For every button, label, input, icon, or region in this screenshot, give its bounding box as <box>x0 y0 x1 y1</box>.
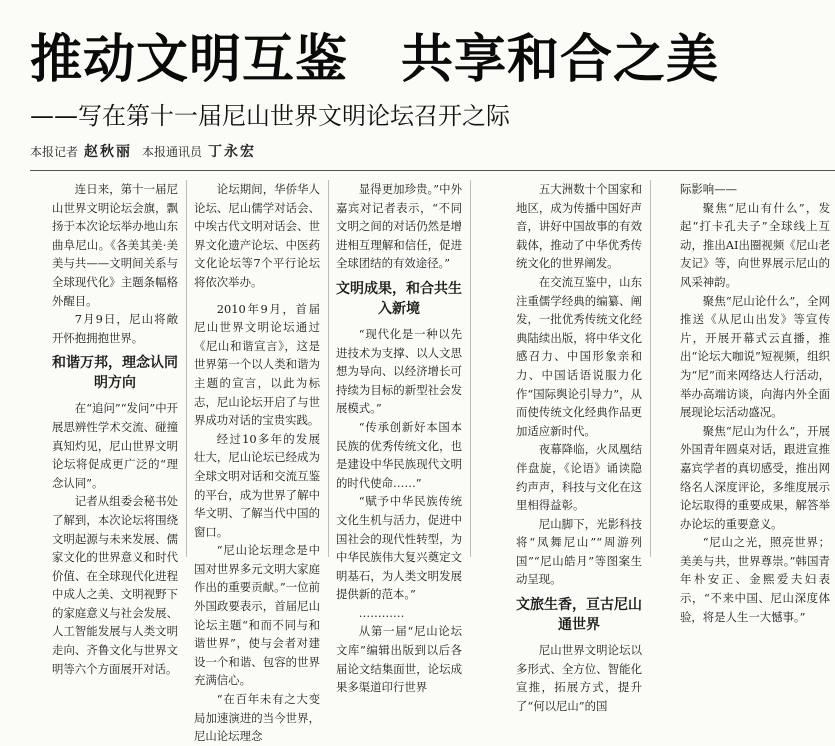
headline: 推动文明互鉴 共享和合之美 <box>30 30 720 90</box>
column-3 <box>336 180 462 695</box>
paragraph: 连日来，第十一届尼山世界文明论坛会旗，飘扬于本次论坛举办地山东曲阜尼山。《各美其美·美美与共——文明间关系与全球现代化》主题条幅格外醒目。 <box>52 182 178 308</box>
section-heading: 文旅生香，亘古尼山通世界 <box>516 597 642 634</box>
paragraph: “现代化是一种以先进技术为支撑、以人文思想为导向、以经济增长可持续为目标的新型社会发展模式。” <box>336 326 462 416</box>
paragraph: 在“追问”“发问”中开展思辨性学术交流、碰撞真知灼见，尼山世界文明论坛将促成更广泛的“理念认同”。 <box>52 401 178 490</box>
paragraph: 从第一届“尼山论坛文库”编辑出版到以后各届论文结集面世，论坛成果多渠道印行世界 <box>336 624 462 695</box>
paragraph: 在交流互鉴中，山东注重儒学经典的编纂、阐发，一批优秀传统文化经典陆续出版，将中华文化感召力、中国形象亲和力、中国话语说服力化作“国际舆论引导力”，从而使传统文化经典作品更加适应新时代。 <box>516 274 642 438</box>
column-4 <box>516 180 642 713</box>
byline <box>30 143 266 161</box>
column-separator <box>328 180 329 557</box>
header-rule <box>30 170 835 171</box>
section-heading: 和谐万邦，理念认同明方向 <box>52 355 178 392</box>
column-1 <box>52 180 178 676</box>
paragraph: 聚焦“尼山论什么”，全网推送《从尼山出发》等宣传片，开展开幕式云直播，推出“论坛大咖说”短视频，组织为“尼”而来网络达人行活动，举办高端访谈，向海内外全面展现论坛活动盛况。 <box>680 293 830 420</box>
reporter-label: 本报记者 <box>30 145 79 159</box>
column-separator <box>186 180 187 557</box>
paragraph: 2010年9月，首届尼山世界文明论坛通过《尼山和谐宣言》，这是世界第一个以人类和谐为主题的宣言，以此为标志，尼山论坛开启了与世界成功对话的宝贵实践。 <box>194 301 320 428</box>
reporter-name: 赵秋丽 <box>84 144 133 160</box>
correspondent-label: 本报通讯员 <box>142 145 203 159</box>
paragraph: 记者从组委会秘书处了解到，本次论坛将围绕文明起源与未来发展、儒家文化的世界意义和时代价值、在全球现代化进程中成人之美、文明视野下的家庭意义与社会发展、人工智能发展与人类文明走向、齐鲁文化与世界文明等六个方面展开对话。 <box>52 494 178 676</box>
paragraph: “传承创新好本国本民族的优秀传统文化，也是建设中华民族现代文明的时代使命……” <box>336 419 462 490</box>
paragraph: 际影响—— <box>680 182 737 196</box>
column-2 <box>194 180 320 744</box>
paragraph: 夜幕降临，火凤凰结伴盘旋，《论语》诵读隐约声声，科技与文化在这里相得益彰。 <box>516 442 642 513</box>
column-separator <box>470 180 471 557</box>
paragraph: 尼山世界文明论坛以多形式、全方位、智能化宣推，拓展方式，提升了“何以尼山”的国 <box>516 643 642 713</box>
paragraph: 五大洲数十个国家和地区，成为传播中国好声音，讲好中国故事的有效载体，推动了中华优秀传统文化的世界阐发。 <box>516 182 642 271</box>
paragraph: “赋予中华民族传统文化生机与活力，促进中国社会的现代性转型，为中华民族伟大复兴奠定文明基石，为人类文明发展提供新的范本。” <box>336 494 462 602</box>
section-heading: 文明成果，和合共生入新境 <box>336 280 462 317</box>
paragraph: 尼山脚下，光影科技将“凤舞尼山”“周游列国”“尼山皓月”等图案生动呈现。 <box>516 516 642 587</box>
paragraph: “尼山论坛理念是中国对世界多元文明大家庭作出的重要贡献。”一位前外国政要表示，首届尼山论坛主题“和而不同与和谐世界”，使与会者对建设一个和谐、包容的世界充满信心。 <box>194 543 320 688</box>
paragraph: 经过10多年的发展壮大，尼山论坛已经成为全球文明对话和交流互鉴的平台，成为世界了解中华文明、了解当代中国的窗口。 <box>194 431 320 539</box>
column-5 <box>680 180 830 624</box>
ellipsis-line: ………… <box>358 605 405 620</box>
paragraph: 显得更加珍贵。”中外嘉宾对记者表示，“不同文明之间的对话仍然是增进相互理解和信任，促进全球团结的有效途径。” <box>336 182 462 271</box>
paragraph: 聚焦“尼山为什么”，开展外国青年圆桌对话，跟进宣推嘉宾学者的真切感受，推出网络名人深度评论，多维度展示论坛取得的重要成果，解答举办论坛的重要意义。 <box>680 423 830 531</box>
paragraph: 论坛期间，华侨华人论坛、尼山儒学对话会、中埃古代文明对话会、世界文化遗产论坛、中医药文化论坛等7个平行论坛将依次举办。 <box>194 182 320 289</box>
correspondent-name: 丁永宏 <box>208 144 257 160</box>
column-separator <box>650 180 651 557</box>
subtitle: ——写在第十一届尼山世界文明论坛召开之际 <box>30 102 510 130</box>
paragraph: 聚焦“尼山有什么”，发起“打卡孔夫子”全球线上互动，推出AI出圈视频《尼山老友记》等，向世界展示尼山的风采神韵。 <box>680 200 830 289</box>
paragraph: “在百年未有之大变局加速演进的当今世界，尼山论坛理念 <box>194 692 320 744</box>
paragraph: 7月9日，尼山将敞开怀抱拥抱世界。 <box>52 312 178 345</box>
paragraph: “尼山之光，照亮世界；美美与共，世界尊崇。”韩国青年朴安正、金熙爱夫妇表示，“不来中国、尼山深度体验，将是人生一大憾事。” <box>680 535 830 624</box>
